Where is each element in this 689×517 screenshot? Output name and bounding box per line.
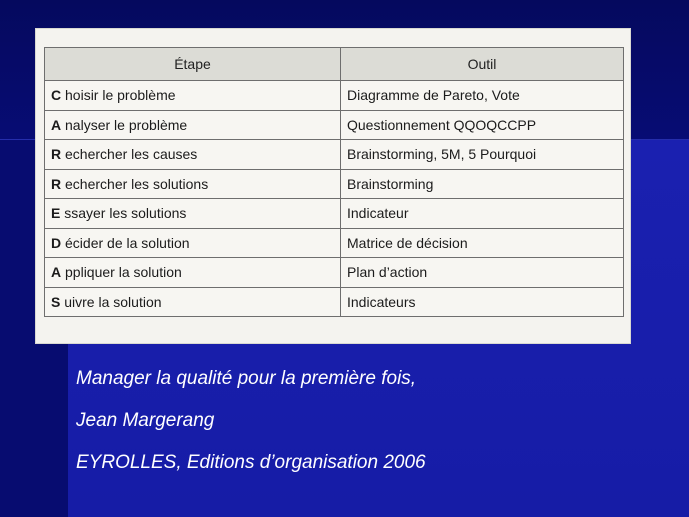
tool-cell: Brainstorming (341, 169, 624, 199)
table-row (45, 258, 624, 288)
tool-cell: Indicateurs (341, 287, 624, 317)
table-row (45, 228, 624, 258)
citation-title: Manager la qualité pour la première fois, (76, 368, 417, 389)
tool-cell: Brainstorming, 5M, 5 Pourquoi (341, 140, 624, 170)
step-cell (45, 169, 341, 199)
tool-cell: Plan d’action (341, 258, 624, 288)
step-text: hoisir le problème (65, 87, 176, 104)
step-initial: A (51, 116, 62, 133)
citation-author: Jean Margerang (76, 410, 215, 431)
step-initial: C (51, 87, 62, 104)
table-row (45, 140, 624, 170)
step-initial: D (51, 234, 62, 251)
scanned-table-image (36, 29, 630, 343)
step-text: écider de la solution (65, 234, 190, 251)
tool-cell: Matrice de décision (341, 228, 624, 258)
step-initial: R (51, 175, 62, 192)
step-cell (45, 287, 341, 317)
step-initial: S (51, 293, 61, 310)
step-initial: R (51, 146, 62, 163)
header-outil: Outil (341, 48, 624, 81)
table-row (45, 199, 624, 229)
table-row (45, 110, 624, 140)
step-initial: E (51, 205, 61, 222)
step-cell (45, 110, 341, 140)
steps-table (44, 47, 624, 317)
step-text: nalyser le problème (65, 116, 188, 133)
tool-cell: Indicateur (341, 199, 624, 229)
step-cell (45, 140, 341, 170)
step-text: ppliquer la solution (65, 264, 182, 281)
step-text: echercher les causes (65, 146, 198, 163)
step-initial: A (51, 264, 62, 281)
step-cell (45, 228, 341, 258)
tool-cell: Diagramme de Pareto, Vote (341, 81, 624, 111)
table-header-row (45, 48, 624, 81)
header-etape: Étape (45, 48, 341, 81)
tool-cell: Questionnement QQOQCCPP (341, 110, 624, 140)
table-row (45, 169, 624, 199)
table-row (45, 81, 624, 111)
step-cell (45, 81, 341, 111)
step-text: ssayer les solutions (64, 205, 187, 222)
table-row (45, 287, 624, 317)
step-cell (45, 258, 341, 288)
step-text: echercher les solutions (65, 175, 209, 192)
step-cell (45, 199, 341, 229)
step-text: uivre la solution (64, 293, 162, 310)
citation-publisher: EYROLLES, Editions d’organisation 2006 (76, 452, 426, 473)
